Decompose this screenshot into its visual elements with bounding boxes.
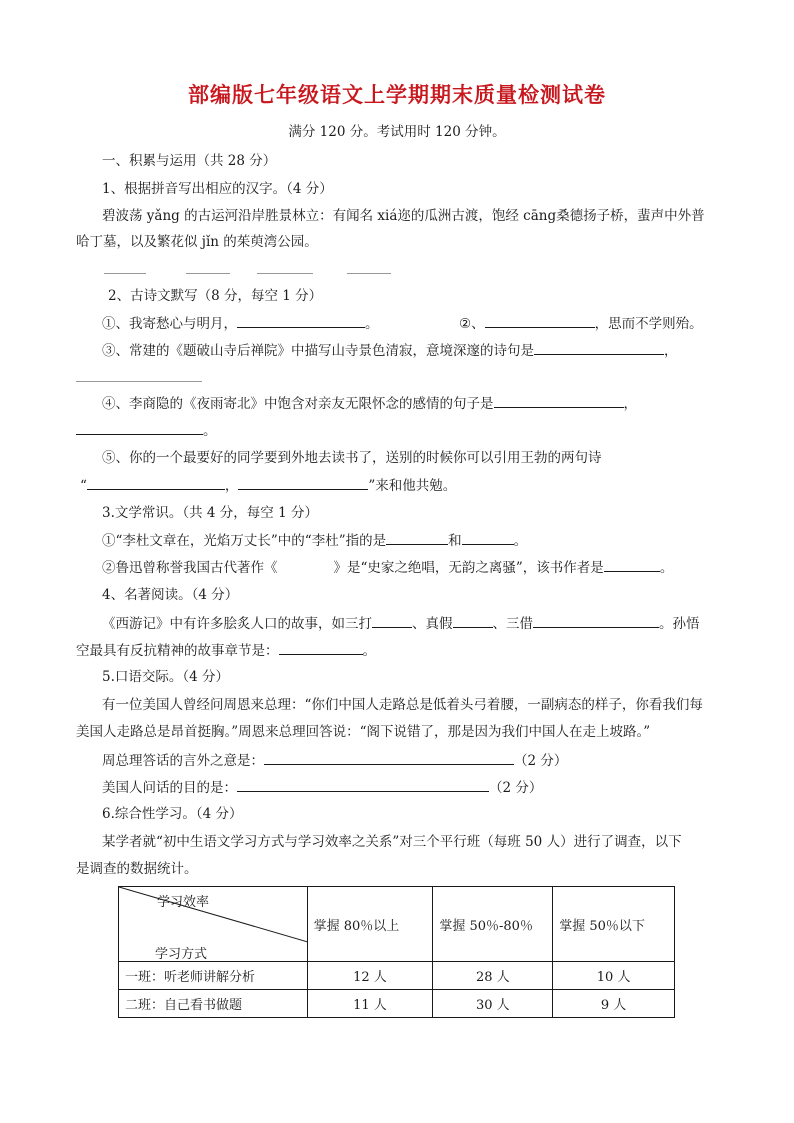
q4-line1-a: 《西游记》中有许多脍炙人口的故事，如三打 [102,616,372,632]
answer-blank[interactable] [494,394,624,408]
answer-blank-2[interactable] [186,273,230,274]
answer-blank-3b[interactable] [76,381,202,382]
q6-line1: 某学者就“初中生语文学习方式与学习效率之关系”对三个平行班（每班 50 人）进行了调查，以下 [102,834,682,850]
q5-ask1-text: 周总理答话的言外之意是： [102,753,264,769]
answer-blank[interactable] [453,614,493,628]
table-row [119,962,675,990]
q6-line2: 是调查的数据统计。 [76,861,198,877]
table-header-cell: 掌握 50％-80％ [433,887,553,962]
table-cell: 12 人 [307,962,433,990]
answer-blank[interactable] [264,751,514,765]
q4-line2 [76,641,376,660]
table-cell: 9 人 [553,990,675,1018]
exam-subtitle: 满分 120 分。考试用时 120 分钟。 [288,124,506,140]
q2-item5-comma: ， [224,478,239,494]
section-heading: 一、积累与运用（共 28 分） [102,153,277,169]
q5-ask1 [102,751,567,770]
q3-line2-a: ②鲁迅曾称誉我国古代著作《 [102,560,278,576]
q2-item3-comma: ， [664,343,678,359]
q2-item1-b: 。 [365,316,379,332]
table-cell: 11 人 [307,990,433,1018]
table-cell: 30 人 [433,990,553,1018]
answer-blank[interactable] [386,531,448,545]
answer-blank[interactable] [533,614,659,628]
answer-blank[interactable] [279,641,363,655]
q4-line1-b: 、真假 [412,616,453,632]
q1-text-line1: 碧波荡 yǎng 的古运河沿岸胜景林立：有闻名 xiá迩的瓜洲古渡，饱经 cāng桑德扬子桥，蜚声中外普 [102,208,705,224]
q2-item4-text: ④、李商隐的《夜雨寄北》中饱含对亲友无限怀念的感情的句子是 [102,396,494,412]
q2-item4-comma: ， [623,396,637,412]
diagonal-divider [119,887,307,961]
q3-line2-period: 。 [659,560,674,576]
q3-heading: 3.文学常识。（共 4 分，每空 1 分） [102,505,318,521]
q5-ask2-points: （2 分） [489,780,543,796]
q5-ask2 [102,778,542,797]
q2-item4-period: 。 [203,423,217,439]
q6-heading: 6.综合性学习。（4 分） [102,806,243,822]
answer-blank[interactable] [534,341,664,355]
table-corner-cell [119,887,308,962]
answer-blank[interactable] [76,421,203,435]
quote-open: “ [80,478,87,494]
q2-item4 [102,394,637,413]
answer-blank[interactable] [87,476,225,490]
q2-item2 [459,314,703,333]
table-cell: 28 人 [433,962,553,990]
q5-line2: 美国人走路总是昂首挺胸。”周恩来总理回答说：“阁下说错了，那是因为我们中国人在走上坡路。” [76,724,651,740]
q4-line2-period: 。 [362,643,376,659]
q2-item3-text: ③、常建的《题破山寺后禅院》中描写山寺景色清寂，意境深邃的诗句是 [102,343,534,359]
corner-bottom-label: 学习方式 [155,947,208,962]
answer-blank[interactable] [604,558,660,572]
q2-heading: 2、古诗文默写（8 分，每空 1 分） [108,288,323,304]
q2-item5-end: ”来和他共勉。 [368,478,457,494]
q3-line1-a: ①“李杜文章在，光焰万丈长”中的“李杜”指的是 [102,533,387,549]
table-cell: 10 人 [553,962,675,990]
answer-blank[interactable] [372,614,412,628]
table-header-cell: 掌握 80％以上 [307,887,433,962]
table-header-cell: 掌握 50％以下 [553,887,675,962]
survey-table [118,886,675,1018]
answer-blank[interactable] [462,531,514,545]
answer-blank-4[interactable] [347,273,391,274]
q4-line2-text: 空最具有反抗精神的故事章节是： [76,643,279,659]
q3-line1-period: 。 [513,533,528,549]
q4-line1 [102,614,700,633]
q5-line1: 有一位美国人曾经问周恩来总理：“你们中国人走路总是低着头弓着腰，一副病态的样子，你看我们每 [102,697,703,713]
q5-ask1-points: （2 分） [514,753,568,769]
q2-item3 [102,341,678,360]
q3-line1 [102,531,527,550]
q5-ask2-text: 美国人问话的目的是： [102,780,237,796]
table-row-method: 二班：自己看书做题 [119,990,308,1018]
q2-item5: ⑤、你的一个最要好的同学要到外地去读书了，送别的时候你可以引用王勃的两句诗 [102,450,602,466]
q3-line1-b: 和 [448,533,462,549]
q4-line1-c: 、三借 [492,616,533,632]
table-row-method: 一班：听老师讲解分析 [119,962,308,990]
q4-line1-d: 。孙悟 [659,616,700,632]
q1-text-line2: 哈丁墓，以及繁花似 jǐn 的茱萸湾公园。 [76,234,318,250]
exam-title: 部编版七年级语文上学期期末质量检测试卷 [188,83,606,107]
answer-blank-1[interactable] [104,273,146,274]
table-header-row [119,887,675,962]
q2-item2-b: ，思而不学则殆。 [594,316,703,332]
answer-blank-3[interactable] [257,273,313,274]
corner-top-label: 学习效率 [157,895,210,910]
q2-item5-cont [80,476,456,495]
q2-item1 [102,314,379,333]
answer-blank[interactable] [237,778,489,792]
q4-heading: 4、名著阅读。（4 分） [102,587,239,603]
q5-heading: 5.口语交际。（4 分） [102,669,230,685]
q1-heading: 1、根据拼音写出相应的汉字。（4 分） [102,181,333,197]
answer-blank[interactable] [238,476,368,490]
q2-item1-a: ①、我寄愁心与明月， [102,316,237,332]
q2-item4-cont [76,421,217,440]
answer-blank[interactable] [485,314,595,328]
table-row [119,990,675,1018]
q3-line2-b: 》是“史家之绝唱，无韵之离骚”，该书作者是 [333,560,604,576]
answer-blank[interactable] [237,314,365,328]
q2-item2-a: ②、 [459,316,485,332]
q3-line2 [102,558,673,577]
